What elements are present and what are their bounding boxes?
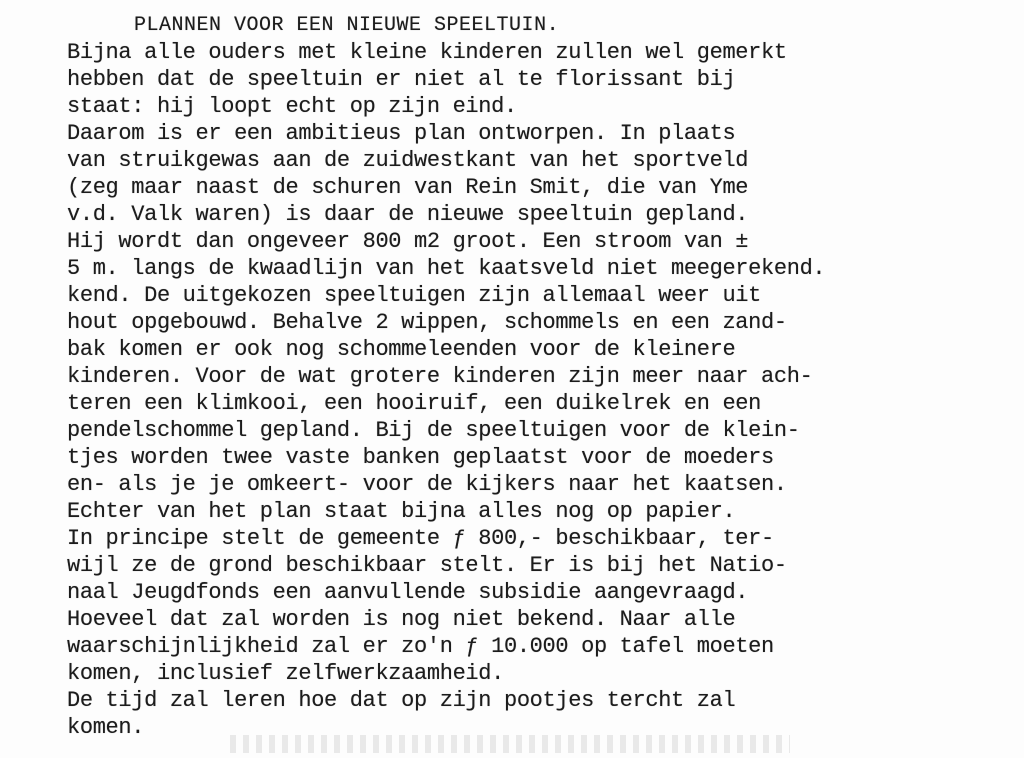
- text-line: Echter van het plan staat bijna alles nog op papier.: [67, 499, 736, 524]
- text-line: komen, inclusief zelfwerkzaamheid.: [67, 661, 504, 686]
- reverse-side-bleed-through: [230, 735, 790, 753]
- text-line: Daarom is er een ambitieus plan ontworpen. In plaats: [67, 121, 736, 146]
- text-line: tjes worden twee vaste banken geplaatst voor de moeders: [67, 445, 774, 470]
- text-line: (zeg maar naast de schuren van Rein Smit, die van Yme: [67, 175, 749, 200]
- text-line: In principe stelt de gemeente ƒ 800,- beschikbaar, ter-: [67, 526, 774, 551]
- text-line: staat: hij loopt echt op zijn eind.: [67, 94, 517, 119]
- text-line: Hoeveel dat zal worden is nog niet bekend. Naar alle: [67, 607, 736, 632]
- text-line: kinderen. Voor de wat grotere kinderen zijn meer naar ach-: [67, 364, 813, 389]
- text-line: Hij wordt dan ongeveer 800 m2 groot. Een stroom van ±: [67, 229, 749, 254]
- article-title: PLANNEN VOOR EEN NIEUWE SPEELTUIN.: [134, 14, 560, 37]
- text-line: 5 m. langs de kwaadlijn van het kaatsveld niet meegerekend.: [67, 256, 826, 281]
- text-line: van struikgewas aan de zuidwestkant van het sportveld: [67, 148, 749, 173]
- text-line: bak komen er ook nog schommeleenden voor de kleinere: [67, 337, 736, 362]
- text-line: hebben dat de speeltuin er niet al te florissant bij: [67, 67, 736, 92]
- text-line: Bijna alle ouders met kleine kinderen zullen wel gemerkt: [67, 40, 787, 65]
- typed-article: [67, 12, 1017, 741]
- text-line: en- als je je omkeert- voor de kijkers naar het kaatsen.: [67, 472, 787, 497]
- text-line: pendelschommel gepland. Bij de speeltuigen voor de klein-: [67, 418, 800, 443]
- text-line: waarschijnlijkheid zal er zo'n ƒ 10.000 op tafel moeten: [67, 634, 774, 659]
- text-line: hout opgebouwd. Behalve 2 wippen, schommels en een zand-: [67, 310, 787, 335]
- text-line: kend. De uitgekozen speeltuigen zijn allemaal weer uit: [67, 283, 762, 308]
- text-line: naal Jeugdfonds een aanvullende subsidie aangevraagd.: [67, 580, 749, 605]
- text-line: v.d. Valk waren) is daar de nieuwe speeltuin gepland.: [67, 202, 749, 227]
- text-line: komen.: [67, 715, 145, 740]
- text-line: teren een klimkooi, een hooiruif, een duikelrek en een: [67, 391, 762, 416]
- text-line: De tijd zal leren hoe dat op zijn pootjes tercht zal: [67, 688, 736, 713]
- text-line: wijl ze de grond beschikbaar stelt. Er is bij het Natio-: [67, 553, 787, 578]
